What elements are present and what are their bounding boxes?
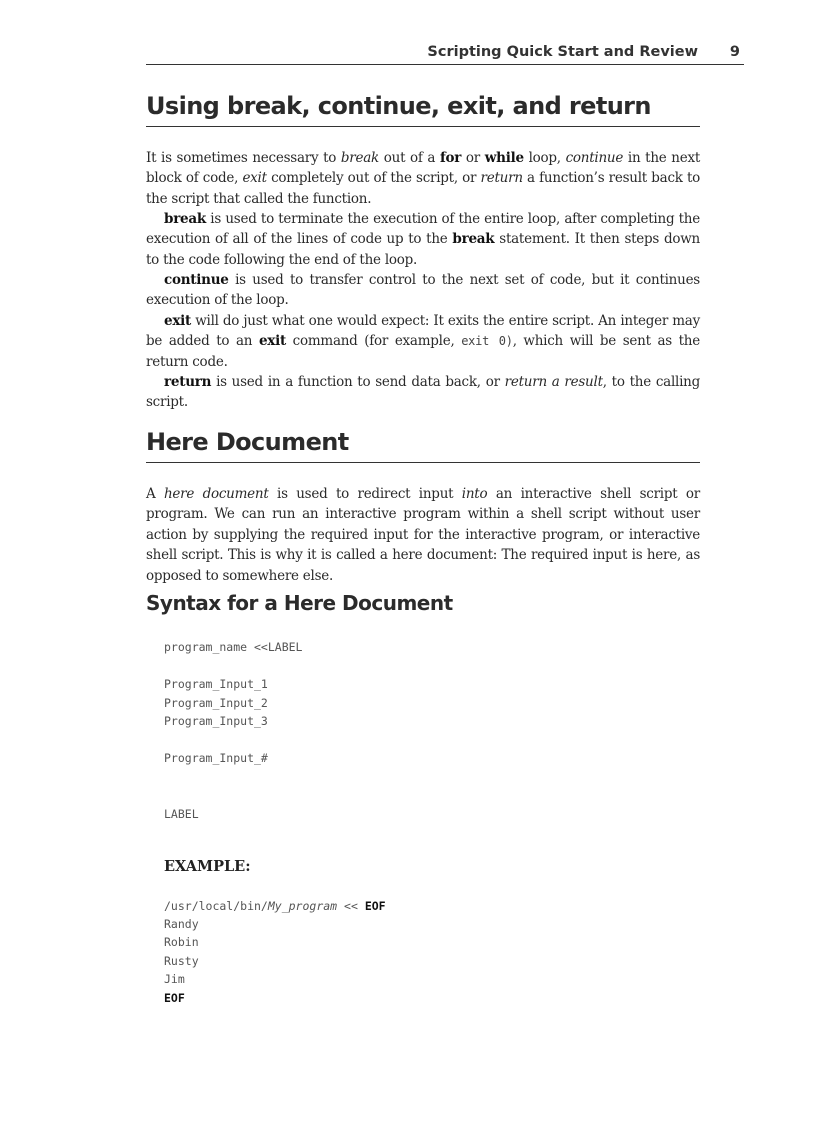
paragraph-continue: continue is used to transfer control to the next set of code, but it continues execution of the loop. (146, 272, 700, 309)
code-line-end-label: EOF (164, 991, 185, 1005)
code-line: Program_Input_3 (164, 714, 268, 728)
paragraph-return: return is used in a function to send data back, or return a result, to the calling script. (146, 374, 700, 411)
code-line: program_name <<LABEL (164, 640, 303, 654)
code-line: Program_Input_1 (164, 677, 268, 691)
paragraph-intro: It is sometimes necessary to break out of a for or while loop, continue in the next block of code, exit completely out of the script, or return a function’s result back to the script that called the function. (146, 150, 701, 207)
code-line: Randy (164, 917, 199, 931)
code-line: Rusty (164, 954, 199, 968)
paragraph-break: break is used to terminate the execution of the entire loop, after completing the execution of all of the lines of code up to the break statement. It then steps down to the code following the end of the loop. (146, 211, 700, 268)
example-label: EXAMPLE: (164, 858, 251, 875)
code-line: LABEL (164, 807, 199, 821)
running-header (146, 42, 744, 65)
subsection-heading-syntax: Syntax for a Here Document (146, 591, 453, 615)
page-number: 9 (729, 44, 740, 60)
code-line: Jim (164, 972, 185, 986)
section-heading-here-document: Here Document (146, 428, 700, 463)
inline-code-exit: exit 0) (461, 334, 513, 349)
code-line: Program_Input_2 (164, 696, 268, 710)
code-line: Program_Input_# (164, 751, 268, 765)
section-heading-break-continue: Using break, continue, exit, and return (146, 92, 700, 127)
example-command-line: /usr/local/bin/My_program << EOF (164, 899, 386, 913)
paragraph-exit: exit will do just what one would expect: It exits the entire script. An integer may be added to an exit command (for example, exit 0), which will be sent as the return code. (146, 313, 700, 370)
paragraph-here-document: A here document is used to redirect input into an interactive shell script or program. We can run an interactive program within a shell script without user action by supplying the required input for the interactive program, or interactive shell script. This is why it is called a here document: The required input is here, as opposed to somewhere else. (146, 486, 701, 584)
code-line: Robin (164, 935, 199, 949)
running-title: Scripting Quick Start and Review (427, 44, 698, 60)
